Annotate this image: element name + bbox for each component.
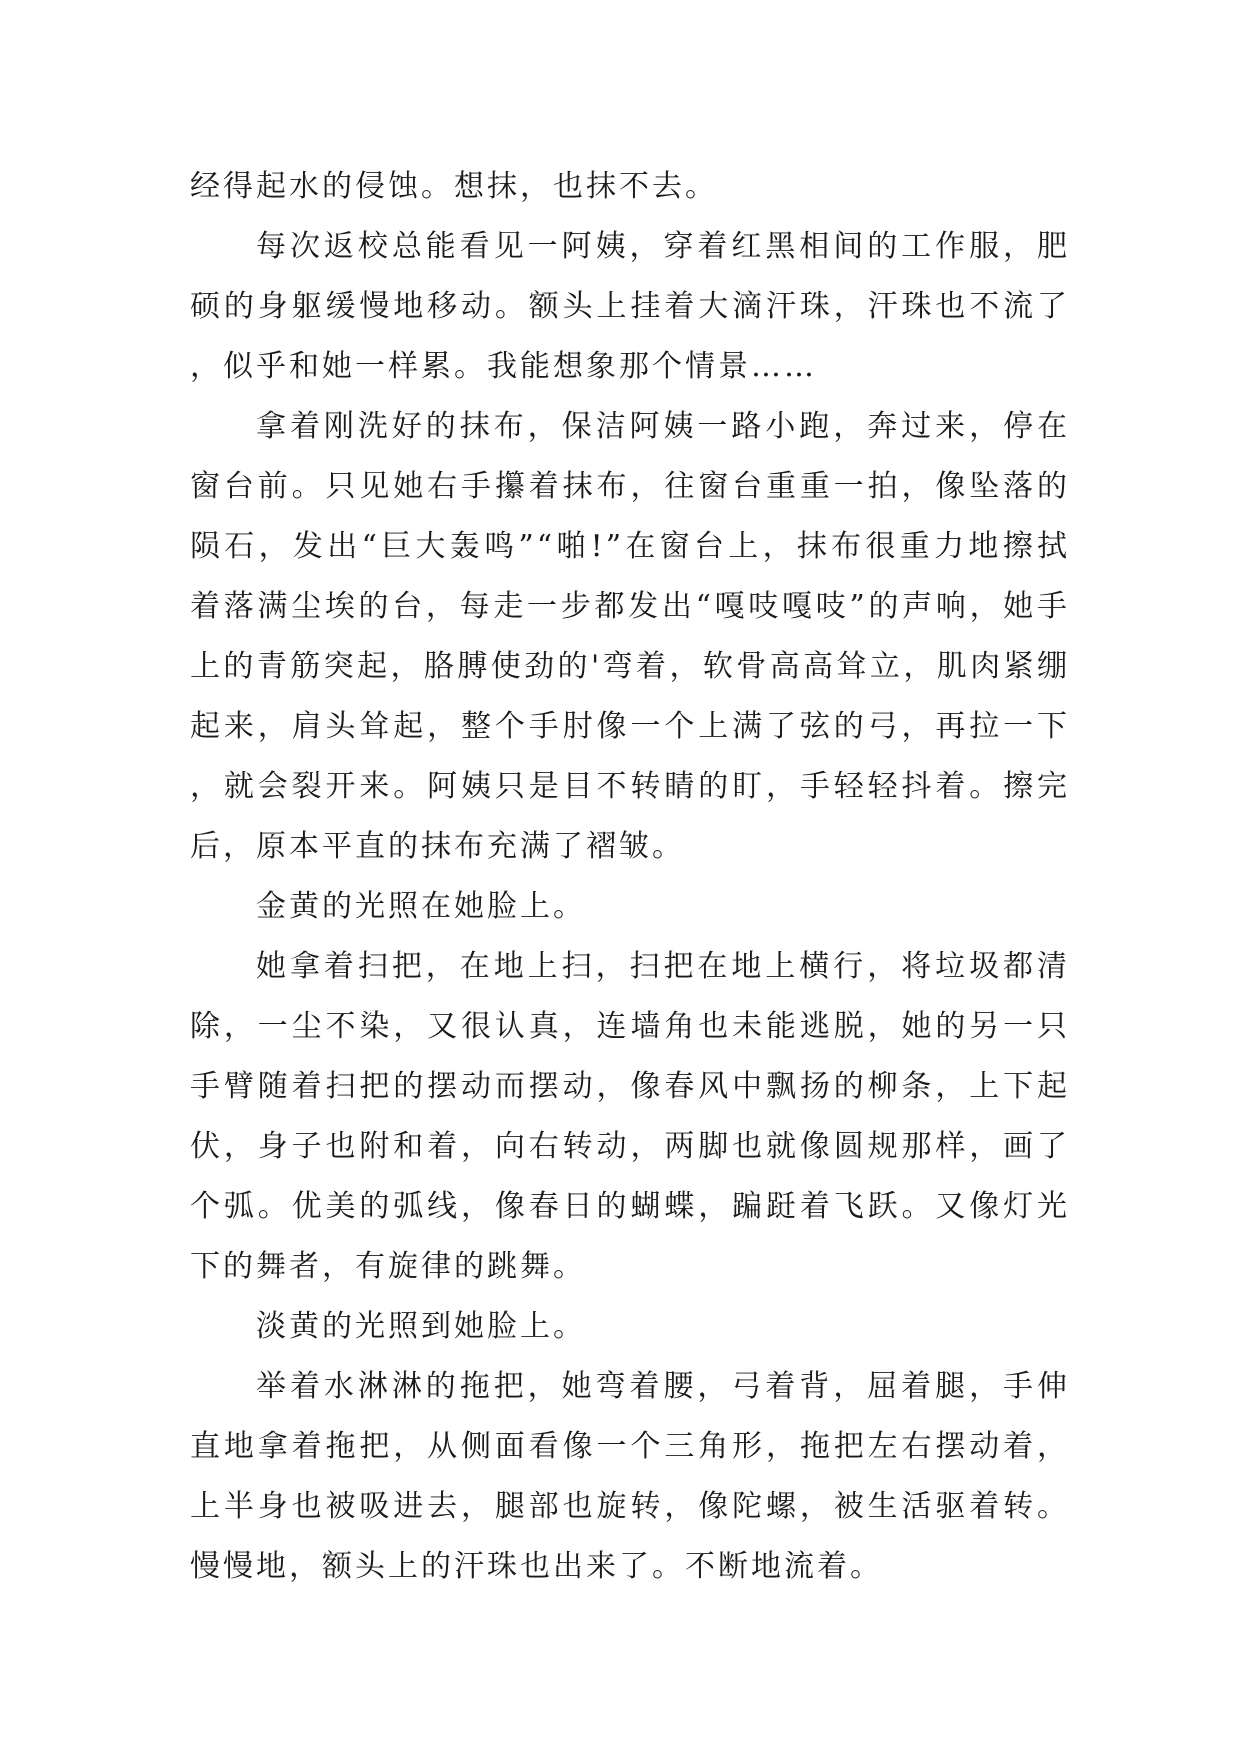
paragraph-golden-light: 金黄的光照在她脸上。 [256, 889, 586, 924]
paragraph-wiping-window: 拿着刚洗好的抹布，保洁阿姨一路小跑，奔过来，停在窗台前。只见她右手攥着抹布，往窗台重重一拍，像坠落的陨石，发出“巨大轰鸣”“啪!”在窗台上，抹布很重力地擦拭着落满尘埃的台，每走一步都发出“嘎吱嘎吱”的声响，她手上的青筋突起，胳膊使劲的'弯着，软骨高高耸立，肌肉紧绷起来，肩头耸起，整个手肘像一个上满了弦的弓，再拉一下，就会裂开来。阿姨只是目不转睛的盯，手轻轻抖着。擦完后，原本平直的抹布充满了褶皱。 [190, 409, 1070, 864]
document-body [190, 157, 1070, 1597]
paragraph-sweeping: 她拿着扫把，在地上扫，扫把在地上横行，将垃圾都清除，一尘不染，又很认真，连墙角也未能逃脱，她的另一只手臂随着扫把的摆动而摆动，像春风中飘扬的柳条，上下起伏，身子也附和着，向右转动，两脚也就像圆规那样，画了个弧。优美的弧线，像春日的蝴蝶，蹁跹着飞跃。又像灯光下的舞者，有旋律的跳舞。 [190, 949, 1070, 1284]
paragraph-mopping: 举着水淋淋的拖把，她弯着腰，弓着背，屈着腿，手伸直地拿着拖把，从侧面看像一个三角形，拖把左右摆动着，上半身也被吸进去，腿部也旋转，像陀螺，被生活驱着转。慢慢地，额头上的汗珠也出来了。不断地流着。 [190, 1369, 1070, 1584]
paragraph-aunt-intro: 每次返校总能看见一阿姨，穿着红黑相间的工作服，肥硕的身躯缓慢地移动。额头上挂着大滴汗珠，汗珠也不流了，似乎和她一样累。我能想象那个情景…… [190, 229, 1070, 384]
paragraph-pale-light: 淡黄的光照到她脸上。 [256, 1309, 586, 1344]
paragraph-continuation: 经得起水的侵蚀。想抹，也抹不去。 [190, 169, 718, 204]
